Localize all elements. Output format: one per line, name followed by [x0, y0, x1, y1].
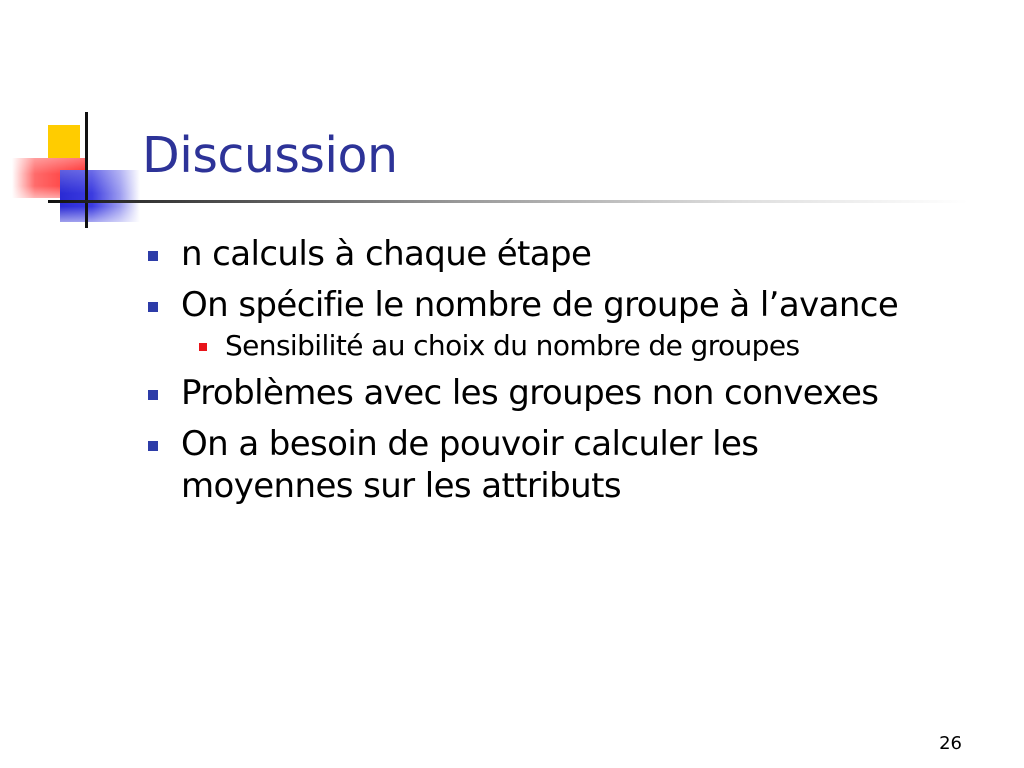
bullet-text: On spécifie le nombre de groupe à l’avance [181, 285, 899, 325]
bullet-text: On a besoin de pouvoir calculer les moyennes sur les attributs [181, 424, 759, 506]
bullet-item [144, 372, 994, 414]
square-sub-bullet-icon [199, 343, 207, 351]
bullet-text: n calculs à chaque étape [181, 234, 592, 274]
sub-bullet-item [181, 329, 994, 363]
sub-bullet-list [181, 329, 994, 363]
bullet-item [144, 284, 994, 363]
bullet-text: Problèmes avec les groupes non convexes [181, 373, 879, 413]
square-bullet-icon [148, 441, 158, 451]
bullet-item [144, 233, 994, 275]
slide-title: Discussion [142, 127, 398, 184]
bullet-item [144, 423, 994, 507]
logo-yellow-square [48, 125, 80, 161]
logo-vertical-line [85, 112, 88, 228]
square-bullet-icon [148, 251, 158, 261]
bullet-list [144, 233, 994, 516]
square-bullet-icon [148, 390, 158, 400]
page-number: 26 [939, 733, 962, 754]
title-divider [48, 200, 968, 203]
square-bullet-icon [148, 302, 158, 312]
sub-bullet-text: Sensibilité au choix du nombre de groupes [225, 329, 800, 362]
